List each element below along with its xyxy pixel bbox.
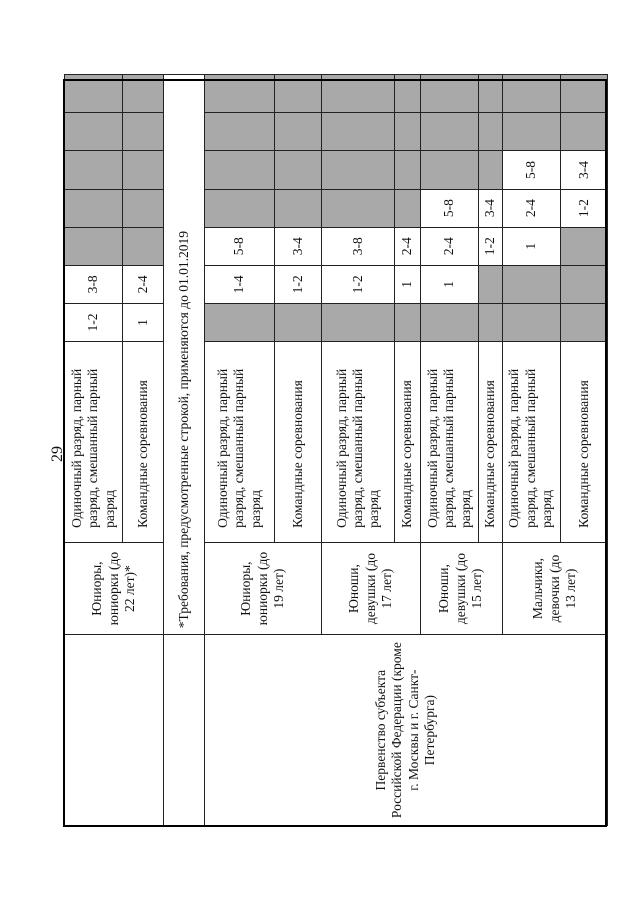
rank-cell: 1-2 — [65, 303, 123, 341]
shaded-cell — [502, 303, 560, 341]
shaded-cell — [275, 303, 322, 341]
age-group-cell: Мальчики, девочки (до 13 лет) — [502, 542, 607, 634]
shaded-cell — [560, 227, 607, 265]
shaded-cell — [395, 113, 421, 151]
shaded-cell — [123, 75, 164, 113]
shaded-cell — [479, 151, 503, 189]
discipline-cell: Одиночный разряд, парный разряд, смешанный парный разряд — [420, 342, 478, 543]
rank-cell: 3-4 — [560, 151, 607, 189]
discipline-cell: Командные соревнования — [275, 342, 322, 543]
rank-cell: 2-4 — [123, 265, 164, 303]
shaded-cell — [560, 303, 607, 341]
footnote: *Требования, предусмотренные строкой, применяются до 01.01.2019 — [163, 75, 204, 635]
shaded-cell — [275, 189, 322, 227]
rank-cell: 5-8 — [420, 189, 478, 227]
shaded-cell — [395, 151, 421, 189]
rank-cell: 5-8 — [502, 151, 560, 189]
shaded-cell — [275, 113, 322, 151]
rank-cell: 5-8 — [204, 227, 275, 265]
discipline-cell: Одиночный разряд, парный разряд, смешанный парный разряд — [65, 342, 123, 543]
shaded-cell — [479, 303, 503, 341]
discipline-cell: Командные соревнования — [395, 342, 421, 543]
rank-cell: 3-4 — [479, 189, 503, 227]
shaded-cell — [395, 75, 421, 113]
shaded-cell — [65, 151, 123, 189]
table-row — [65, 75, 123, 826]
shaded-cell — [123, 227, 164, 265]
shaded-cell — [65, 189, 123, 227]
table-row — [204, 75, 275, 826]
shaded-cell — [204, 303, 275, 341]
shaded-cell — [204, 151, 275, 189]
shaded-cell — [502, 265, 560, 303]
discipline-cell: Одиночный разряд, парный разряд, смешанный парный разряд — [322, 342, 395, 543]
rank-cell: 2-4 — [502, 189, 560, 227]
shaded-cell — [65, 113, 123, 151]
shaded-cell — [204, 189, 275, 227]
rank-cell: 1 — [123, 303, 164, 341]
shaded-cell — [123, 189, 164, 227]
shaded-cell — [322, 151, 395, 189]
shaded-cell — [322, 113, 395, 151]
empty-competition-cell — [65, 635, 164, 826]
age-group-cell: Юниоры, юниорки (до 19 лет) — [204, 542, 322, 634]
shaded-cell — [502, 75, 560, 113]
discipline-cell: Одиночный разряд, парный разряд, смешанный парный разряд — [204, 342, 275, 543]
discipline-cell: Одиночный разряд, парный разряд, смешанный парный разряд — [502, 342, 560, 543]
shaded-cell — [275, 75, 322, 113]
discipline-cell: Командные соревнования — [123, 342, 164, 543]
rank-cell: 3-8 — [322, 227, 395, 265]
shaded-cell — [204, 75, 275, 113]
shaded-cell — [420, 75, 478, 113]
rotated-table-container — [64, 74, 608, 826]
shaded-cell — [395, 303, 421, 341]
shaded-cell — [395, 189, 421, 227]
shaded-cell — [204, 113, 275, 151]
shaded-cell — [123, 151, 164, 189]
rank-cell: 1-4 — [204, 265, 275, 303]
shaded-cell — [560, 113, 607, 151]
requirements-table — [64, 74, 608, 826]
shaded-cell — [322, 189, 395, 227]
rank-cell: 1 — [420, 265, 478, 303]
shaded-cell — [560, 265, 607, 303]
shaded-cell — [420, 151, 478, 189]
shaded-cell — [420, 113, 478, 151]
shaded-cell — [479, 265, 503, 303]
competition-cell: Первенство субъекта Российской Федерации (кроме г. Москвы и г. Санкт-Петербурга) — [204, 635, 607, 826]
rank-cell: 1 — [395, 265, 421, 303]
rank-cell: 1-2 — [479, 227, 503, 265]
rank-cell: 3-4 — [275, 227, 322, 265]
shaded-cell — [420, 303, 478, 341]
note-row — [163, 75, 204, 826]
shaded-cell — [322, 75, 395, 113]
discipline-cell: Командные соревнования — [560, 342, 607, 543]
shaded-cell — [502, 113, 560, 151]
shaded-cell — [479, 113, 503, 151]
shaded-cell — [65, 227, 123, 265]
shaded-cell — [479, 75, 503, 113]
empty-competition-cell — [163, 635, 204, 826]
rank-cell: 1-2 — [322, 265, 395, 303]
shaded-cell — [65, 75, 123, 113]
page-number-text: 29 — [49, 446, 66, 462]
shaded-cell — [322, 303, 395, 341]
rank-cell: 1-2 — [560, 189, 607, 227]
discipline-cell: Командные соревнования — [479, 342, 503, 543]
age-group-cell: Юниоры, юниорки (до 22 лет)* — [65, 542, 164, 634]
shaded-cell — [123, 113, 164, 151]
rank-cell: 3-8 — [65, 265, 123, 303]
shaded-cell — [275, 151, 322, 189]
age-group-cell: Юноши, девушки (до 17 лет) — [322, 542, 420, 634]
age-group-cell: Юноши, девушки (до 15 лет) — [420, 542, 502, 634]
rank-cell: 2-4 — [395, 227, 421, 265]
shaded-cell — [560, 75, 607, 113]
rank-cell: 2-4 — [420, 227, 478, 265]
rank-cell: 1-2 — [275, 265, 322, 303]
rank-cell: 1 — [502, 227, 560, 265]
